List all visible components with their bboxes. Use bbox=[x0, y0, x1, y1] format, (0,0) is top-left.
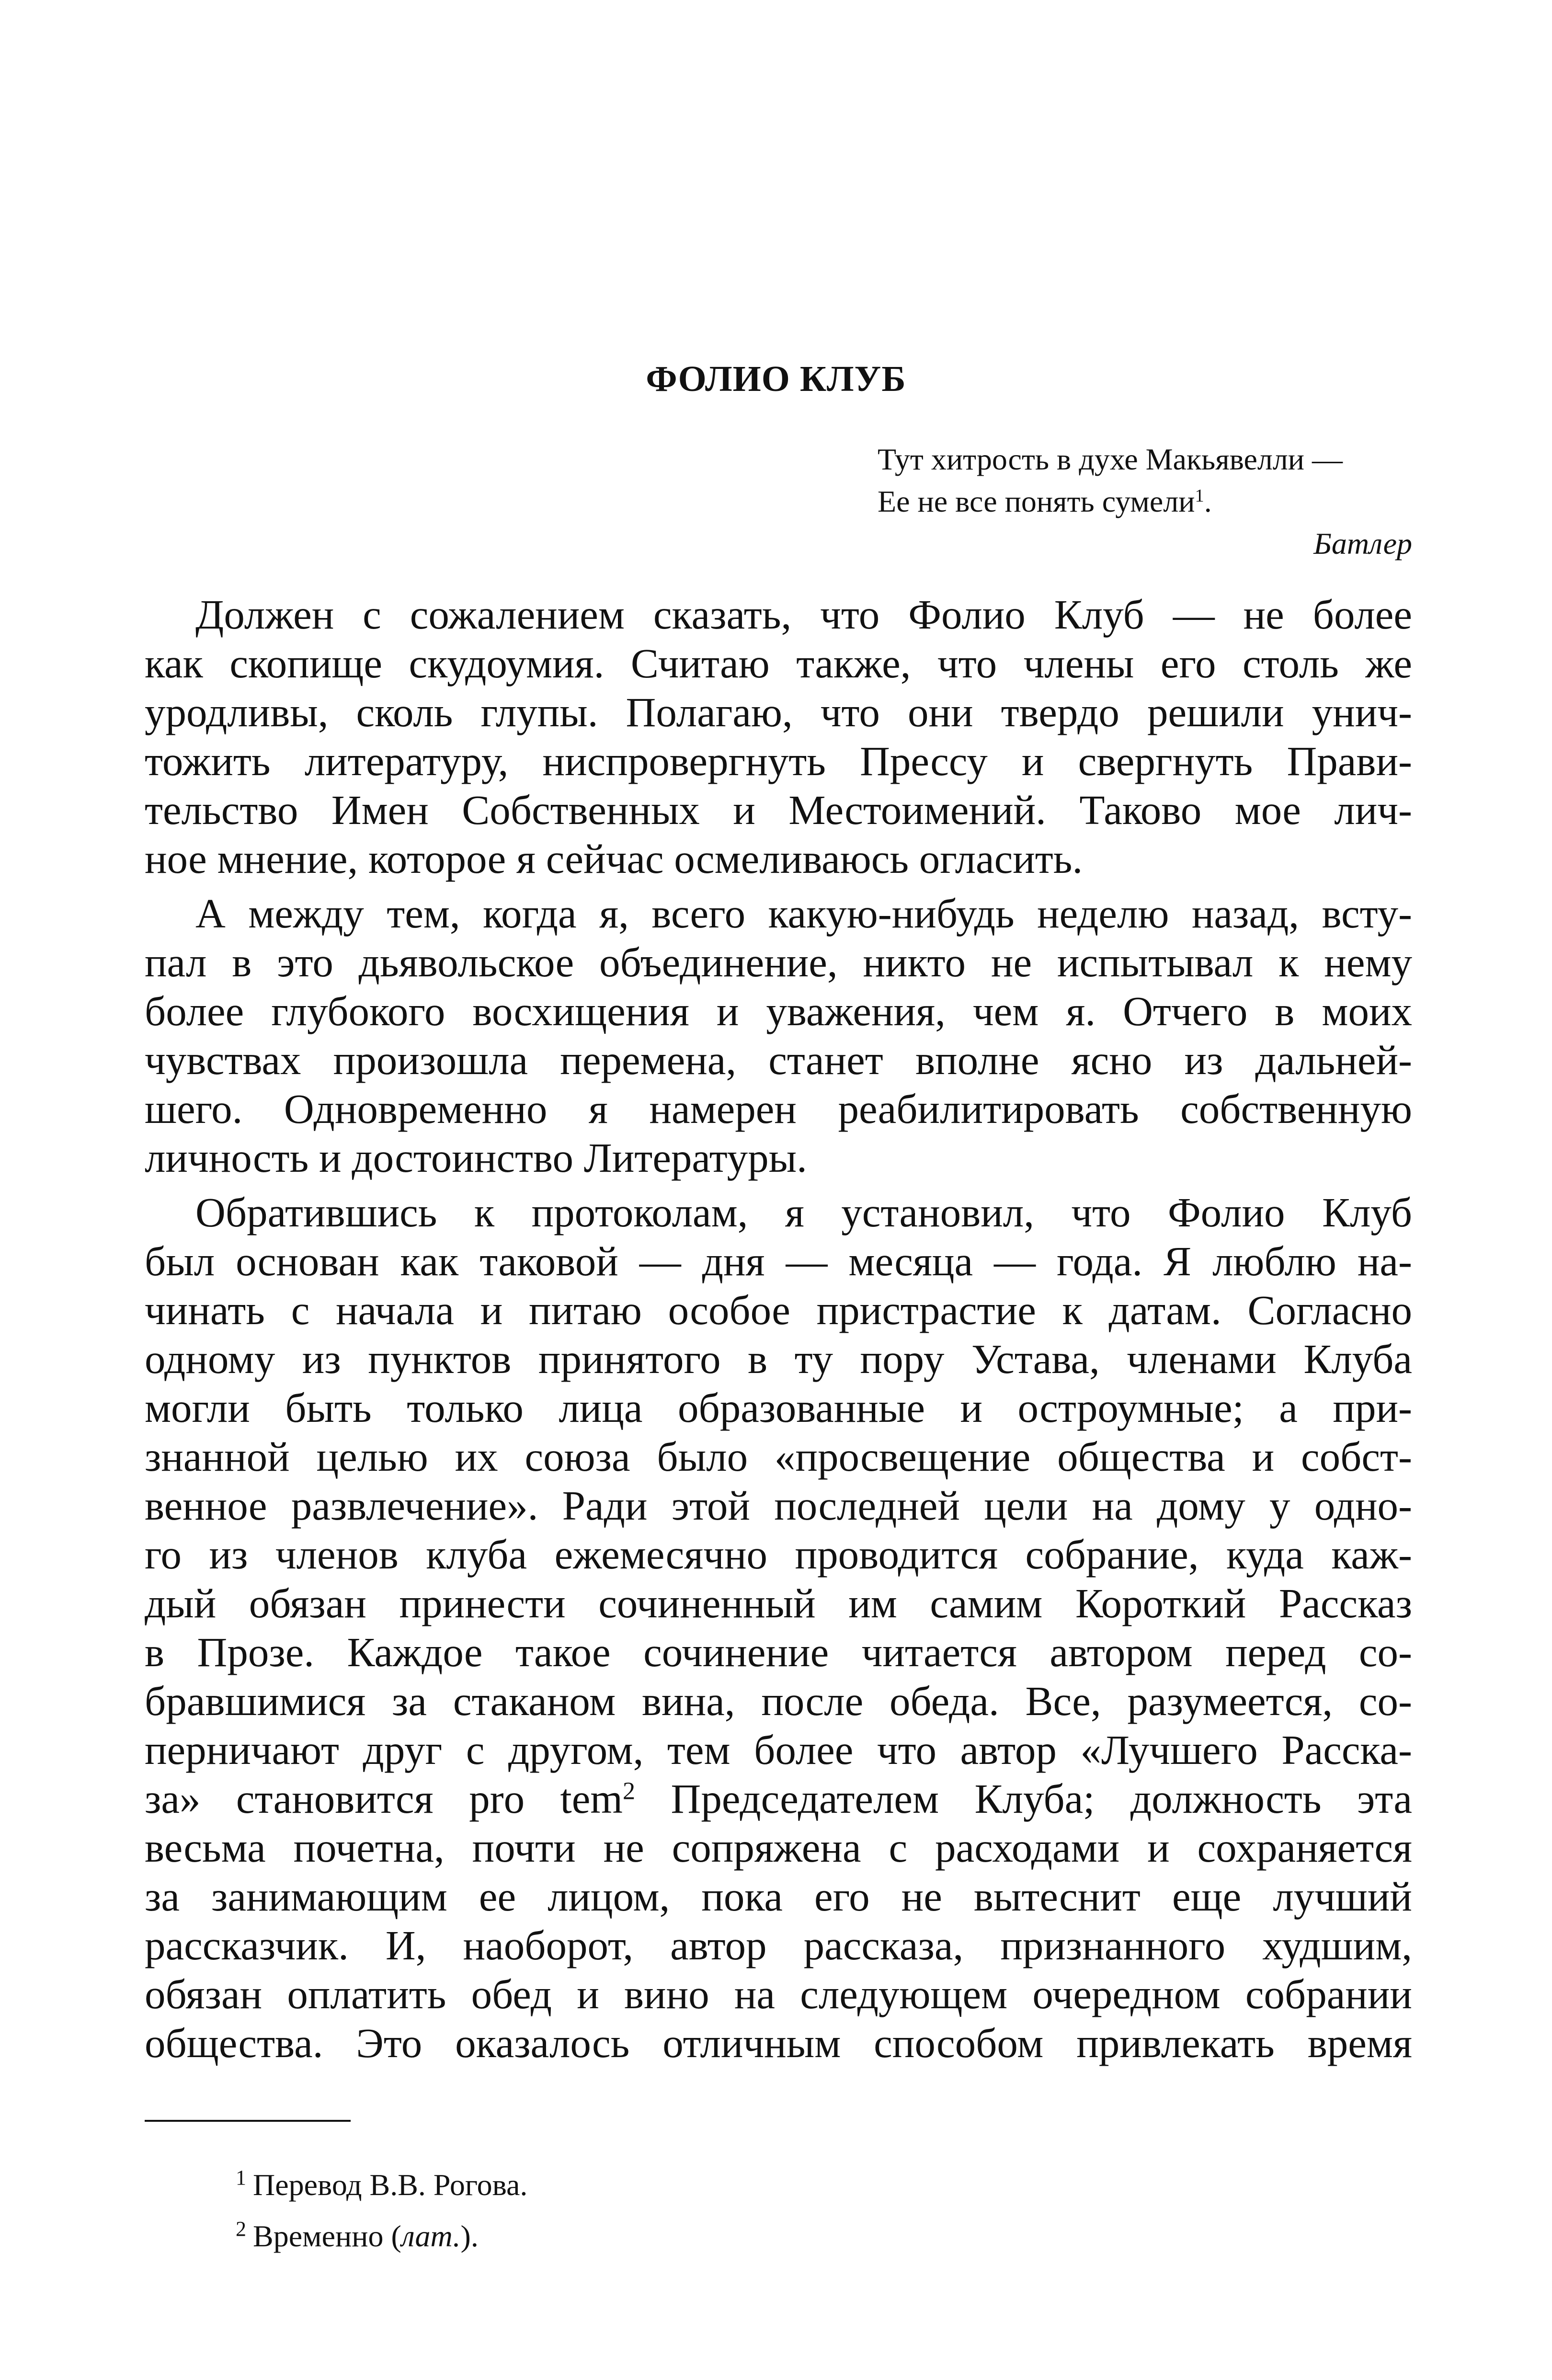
text-line-end: Председателем Клуба; должность эта bbox=[635, 1775, 1412, 1822]
epigraph-author: Батлер bbox=[1313, 526, 1412, 561]
text-line: чинать с начала и питаю особое пристрастие к датам. Согласно bbox=[145, 1287, 1412, 1333]
epigraph-line bbox=[878, 481, 1412, 523]
footnote-text: Перевод В.В. Рогова. bbox=[253, 2168, 528, 2202]
footnote-text-end: ). bbox=[460, 2219, 479, 2253]
text-line: перничают друг с другом, тем более что автор «Лучшего Расска- bbox=[145, 1727, 1412, 1773]
text-line: чувствах произошла перемена, станет вполне ясно из дальней- bbox=[145, 1037, 1412, 1083]
text-line: пал в это дьявольское объединение, никто не испытывал к нему bbox=[145, 939, 1412, 985]
text-line: венное развлечение». Ради этой последней цели на дому у одно- bbox=[145, 1482, 1412, 1529]
text-line-start: за» становится pro tem bbox=[145, 1775, 623, 1822]
epigraph bbox=[878, 438, 1412, 565]
footnote-text: Временно ( bbox=[253, 2219, 401, 2253]
text-line: тожить литературу, ниспровергнуть Прессу и свергнуть Прави- bbox=[145, 738, 1412, 784]
footnote bbox=[236, 2156, 1385, 2207]
text-line: был основан как таковой — дня — месяца — года. Я люблю на- bbox=[145, 1238, 1412, 1284]
text-line: за занимающим ее лицом, пока его не вытеснит еще лучший bbox=[145, 1873, 1412, 1920]
text-line: Должен с сожалением сказать, что Фолио Клуб — не более bbox=[195, 591, 1412, 638]
text-line: дый обязан принести сочиненный им самим Короткий Рассказ bbox=[145, 1580, 1412, 1626]
text-line: Обратившись к протоколам, я установил, что Фолио Клуб bbox=[195, 1189, 1412, 1236]
footnote-mark: 2 bbox=[236, 2217, 246, 2241]
text-line: одному из пунктов принятого в ту пору Устава, членами Клуба bbox=[145, 1336, 1412, 1382]
text-line: го из членов клуба ежемесячно проводится собрание, куда каж- bbox=[145, 1531, 1412, 1578]
text-line: более глубокого восхищения и уважения, чем я. Отчего в моих bbox=[145, 988, 1412, 1034]
footnote bbox=[236, 2207, 1385, 2258]
footnote-divider bbox=[145, 2120, 351, 2122]
text-line: знанной целью их союза было «просвещение общества и собст- bbox=[145, 1433, 1412, 1480]
text-line: могли быть только лица образованные и остроумные; а при- bbox=[145, 1385, 1412, 1431]
text-line: обязан оплатить обед и вино на следующем очередном собрании bbox=[145, 1971, 1412, 2017]
text-line: как скопище скудоумия. Считаю также, что члены его столь же bbox=[145, 640, 1412, 687]
footnote-ref[interactable]: 2 bbox=[622, 1777, 636, 1805]
footnotes bbox=[236, 2156, 1385, 2258]
epigraph-line-end: . bbox=[1204, 484, 1212, 518]
text-line: личность и достоинство Литературы. bbox=[145, 1134, 807, 1181]
text-line: бравшимися за стаканом вина, после обеда. Все, разумеется, со- bbox=[145, 1678, 1412, 1724]
text-line: рассказчик. И, наоборот, автор рассказа, признанного худшим, bbox=[145, 1922, 1412, 1968]
text-line: уродливы, сколь глупы. Полагаю, что они твердо решили унич- bbox=[145, 689, 1412, 735]
footnote-italic: лат. bbox=[401, 2219, 461, 2253]
text-line: А между тем, когда я, всего какую-нибудь неделю назад, всту- bbox=[195, 890, 1412, 937]
text-line bbox=[145, 1774, 1412, 1823]
footnote-ref[interactable]: 1 bbox=[1195, 485, 1204, 506]
text-line: ное мнение, которое я сейчас осмеливаюсь огласить. bbox=[145, 835, 1083, 882]
body-text bbox=[145, 590, 1412, 2068]
text-line: тельство Имен Собственных и Местоимений. Таково мое лич- bbox=[145, 787, 1412, 833]
text-line: общества. Это оказалось отличным способом привлекать время bbox=[145, 2020, 1412, 2066]
text-line: шего. Одновременно я намерен реабилитировать собственную bbox=[145, 1086, 1412, 1132]
text-line: в Прозе. Каждое такое сочинение читается автором перед со- bbox=[145, 1629, 1412, 1675]
epigraph-line: Тут хитрость в духе Макьявелли — bbox=[878, 442, 1343, 476]
footnote-mark: 1 bbox=[236, 2166, 246, 2189]
text-line: весьма почетна, почти не сопряжена с расходами и сохраняется bbox=[145, 1824, 1412, 1871]
chapter-title: ФОЛИО КЛУБ bbox=[646, 359, 906, 399]
epigraph-line-text: Ее не все понять сумели bbox=[878, 484, 1195, 518]
